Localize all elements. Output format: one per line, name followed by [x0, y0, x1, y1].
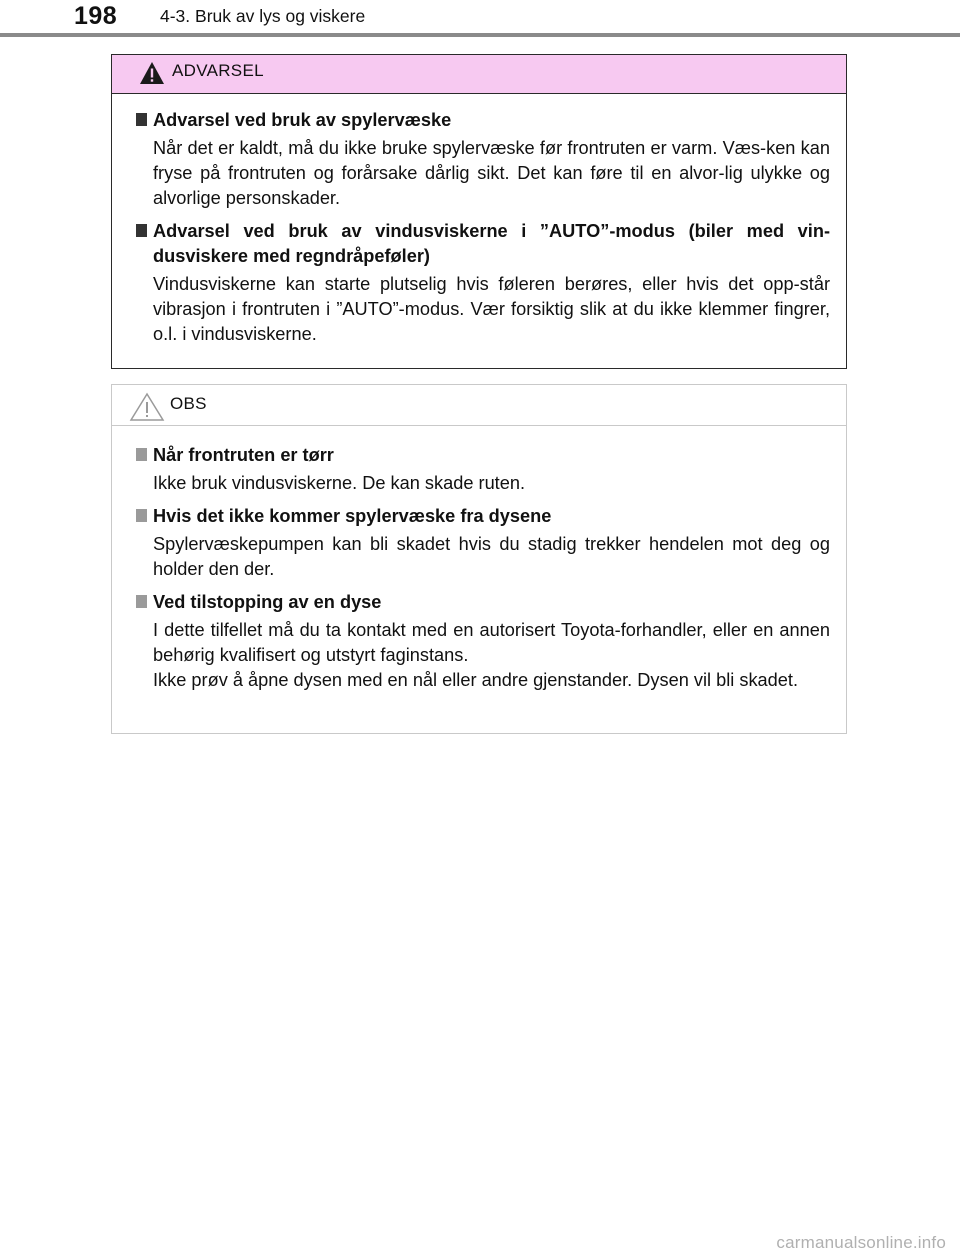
section-title: Advarsel ved bruk av vindusviskerne i ”AUTO”-modus (biler med vin-dusviskere med regndråpeføler): [153, 221, 830, 266]
section-text: Vindusviskerne kan starte plutselig hvis føleren berøres, eller hvis det opp-står vibrasjon i frontruten i ”AUTO”-modus. Vær forsiktig slik at du ikke klemmer fingrer, o.l. i vindusviskerne.: [153, 274, 830, 344]
caution-header: [112, 385, 846, 426]
warning-triangle-icon: [139, 61, 165, 90]
header-rule: [0, 33, 960, 37]
caution-section: [136, 504, 830, 582]
caution-label: OBS: [170, 394, 207, 413]
caution-triangle-icon: [129, 392, 165, 427]
warning-header: [112, 55, 846, 94]
page-number: 198: [74, 2, 118, 30]
section-text: Spylervæskepumpen kan bli skadet hvis du stadig trekker hendelen mot deg og holder den der.: [153, 534, 830, 579]
section-title: Hvis det ikke kommer spylervæske fra dysene: [153, 506, 552, 526]
section-text: I dette tilfellet må du ta kontakt med en autorisert Toyota-forhandler, eller en annen behørig kvalifisert og utstyrt faginstans.: [153, 620, 830, 665]
warning-body: [112, 94, 846, 347]
caution-box: [111, 384, 847, 734]
section-title: Når frontruten er tørr: [153, 445, 334, 465]
watermark: carmanualsonline.info: [776, 1233, 946, 1252]
section-bullet: [136, 595, 147, 608]
warning-section: [136, 108, 830, 211]
caution-section: [136, 590, 830, 693]
caution-section: [136, 443, 830, 496]
caution-body: [112, 426, 846, 693]
page-header: [0, 0, 960, 40]
section-bullet: [136, 509, 147, 522]
section-title: Ved tilstopping av en dyse: [153, 592, 382, 612]
section-bullet: [136, 113, 147, 126]
warning-label: ADVARSEL: [172, 61, 264, 80]
warning-section: [136, 219, 830, 347]
section-text: Ikke prøv å åpne dysen med en nål eller andre gjenstander. Dysen vil bli skadet.: [153, 670, 799, 690]
section-bullet: [136, 448, 147, 461]
chapter-title: 4-3. Bruk av lys og viskere: [160, 6, 366, 26]
section-title: Advarsel ved bruk av spylervæske: [153, 110, 452, 130]
section-bullet: [136, 224, 147, 237]
warning-box: [111, 54, 847, 369]
section-text: Når det er kaldt, må du ikke bruke spylervæske før frontruten er varm. Væs-ken kan fryse på frontruten og forårsake dårlig sikt. Det kan føre til en alvor-lig ulykke og alvorlige personskader.: [153, 138, 830, 208]
section-text: Ikke bruk vindusviskerne. De kan skade ruten.: [153, 473, 526, 493]
